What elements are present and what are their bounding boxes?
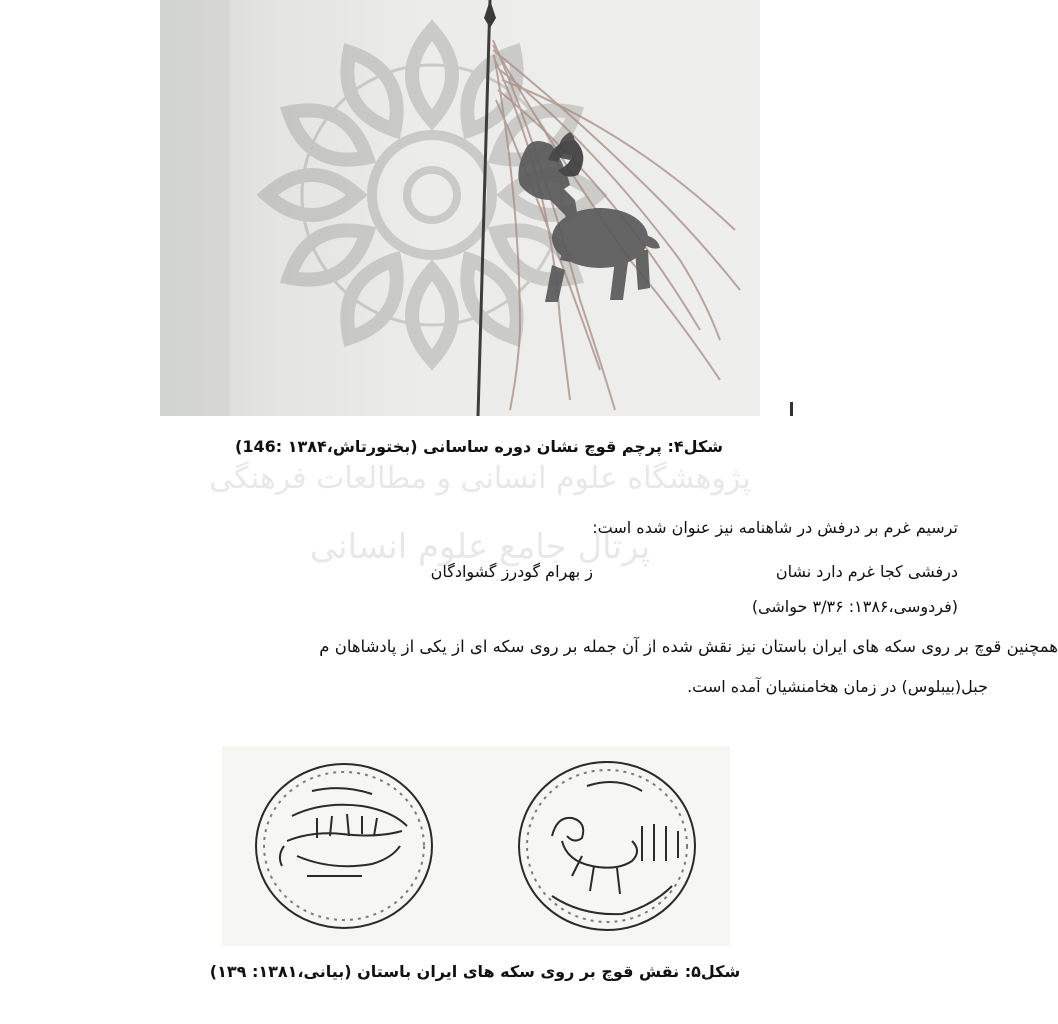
verse-right: درفشی کجا غرم دارد نشان <box>775 562 958 581</box>
ram-banner-illustration <box>160 0 760 416</box>
svg-text:پژوهشگاه علوم انسانی و مطالعات: پژوهشگاه علوم انسانی و مطالعات فرهنگی <box>209 461 751 496</box>
paragraph-line-2: جبل(بیبلوس) در زمان هخامنشیان آمده است. <box>687 677 988 696</box>
figure-coins <box>222 746 730 946</box>
citation: (فردوسی،۱۳۸۶: ۳/۳۶ حواشی) <box>751 597 958 616</box>
figure-ram-banner <box>160 0 760 416</box>
body-line-1: ترسیم غرم بر درفش در شاهنامه نیز عنوان شده است: <box>592 518 958 537</box>
coin-drawings-illustration <box>222 746 730 946</box>
paragraph-line-1: همچنین قوچ بر روی سکه های ایران باستان نیز نقش شده از آن جمله بر روی سکه ای از یکی از پادشاهان م <box>319 637 1058 656</box>
verse-left: ز بهرام گودرز گشوادگان <box>430 562 593 581</box>
figure5-caption: شکل۵: نقش قوچ بر روی سکه های ایران باستان (بیانی،۱۳۸۱: ۱۳۹) <box>209 962 741 981</box>
figure4-caption: شکل۴: پرچم قوچ نشان دوره ساسانی (بختورتاش،۱۳۸۴ :146) <box>235 437 723 456</box>
svg-text:پرتال جامع علوم انسانی: پرتال جامع علوم انسانی <box>309 527 651 567</box>
stray-mark <box>790 402 793 416</box>
